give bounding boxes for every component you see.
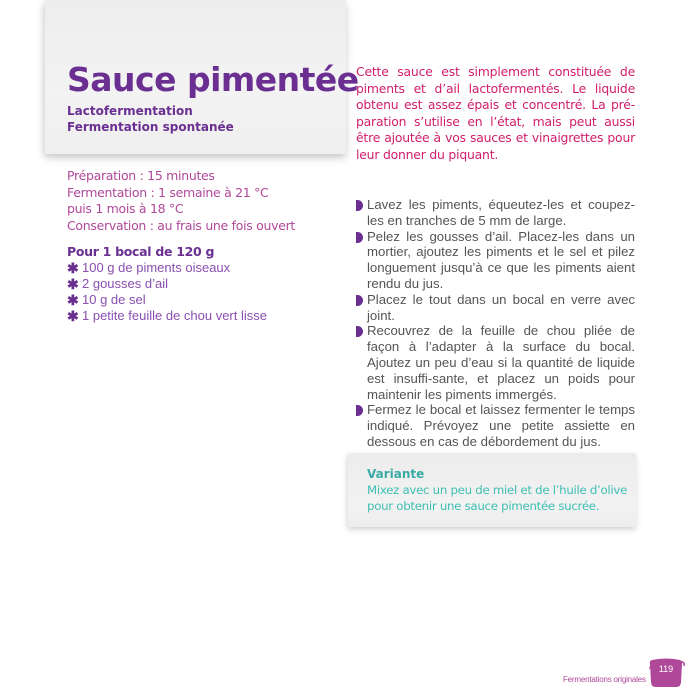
step-bullet-icon: [356, 326, 363, 337]
ingredients-heading: Pour 1 bocal de 120 g: [67, 244, 215, 259]
subtitle-line: Lactofermentation: [67, 104, 193, 118]
ingredient-text: 10 g de sel: [82, 292, 146, 307]
recipe-subtitle: [67, 103, 234, 135]
step-text: Placez le tout dans un bocal en verre avec joint.: [367, 291, 635, 323]
step-text: Fermez le bocal et laissez fermenter le temps indiqué. Prévoyez une petite assiette en dessous en cas de débordement du jus.: [367, 402, 635, 449]
variant-line: Mixez avec un peu de miel et de l’huile d’olive: [367, 483, 628, 497]
ingredient-text: 100 g de piments oiseaux: [82, 260, 231, 275]
step-text: Pelez les gousses d’ail. Placez-les dans un mortier, ajoutez les piments et le sel et pilez longuement jusqu’à ce que les piments aient rendu du jus.: [367, 228, 635, 291]
variant-title: Variante: [367, 467, 425, 481]
ingredient-item: [67, 276, 267, 292]
asterisk-icon: ✱: [67, 292, 79, 308]
meta-conservation: Conservation : au frais une fois ouvert: [67, 217, 296, 233]
jar-icon: [649, 658, 689, 690]
recipe-title: Sauce pimentée: [67, 60, 359, 99]
meta-preparation: Préparation : 15 minutes: [67, 168, 215, 183]
recipe-intro: Cette sauce est simplement constituée de piments et d’ail lactofermentés. Le liquide obtenu est assez épais et concentré. La pré-paration s’utilise en l’état, mais peut aussi être ajoutée à vos sauces et vinaigrettes pour leur donner du piquant.: [356, 64, 635, 162]
ingredients-list: [67, 244, 267, 324]
step-item: [356, 292, 635, 324]
meta-fermentation: Fermentation : 1 semaine à 21 °C: [67, 184, 269, 200]
meta-fermentation-cont: puis 1 mois à 18 °C: [67, 201, 184, 216]
ingredient-text: 1 petite feuille de chou vert lisse: [82, 308, 267, 323]
step-bullet-icon: [356, 405, 363, 416]
ingredient-item: [67, 292, 267, 308]
page-number: 119: [658, 664, 674, 674]
ingredient-item: [67, 308, 267, 324]
variant-line: pour obtenir une sauce pimentée sucrée.: [367, 499, 600, 513]
step-item: [356, 402, 635, 449]
title-card: [45, 0, 359, 154]
step-bullet-icon: [356, 295, 363, 306]
step-item: [356, 197, 635, 229]
step-bullet-icon: [356, 200, 363, 211]
step-item: [356, 323, 635, 402]
asterisk-icon: ✱: [67, 276, 79, 292]
step-bullet-icon: [356, 232, 363, 243]
step-text: Recouvrez de la feuille de chou pliée de façon à l’adapter à la surface du bocal. Ajoutez un peu d’eau si la quantité de liquide est insuffi-sante, et placez un poids pour maintenir les piments immergés.: [367, 323, 635, 402]
step-item: [356, 229, 635, 292]
step-text: Lavez les piments, équeutez-les et coupez-les en tranches de 5 mm de large.: [367, 197, 635, 228]
ingredient-text: 2 gousses d’ail: [82, 276, 168, 291]
variant-text: [367, 482, 632, 514]
footer-section-label: Fermentations originales: [563, 675, 646, 684]
ingredient-item: [67, 260, 267, 276]
subtitle-line: Fermentation spontanée: [67, 120, 234, 134]
recipe-steps: [356, 197, 635, 450]
page-badge: [649, 658, 683, 688]
asterisk-icon: ✱: [67, 308, 79, 324]
variant-box: [348, 453, 636, 527]
asterisk-icon: ✱: [67, 260, 79, 276]
recipe-meta: [67, 168, 295, 234]
